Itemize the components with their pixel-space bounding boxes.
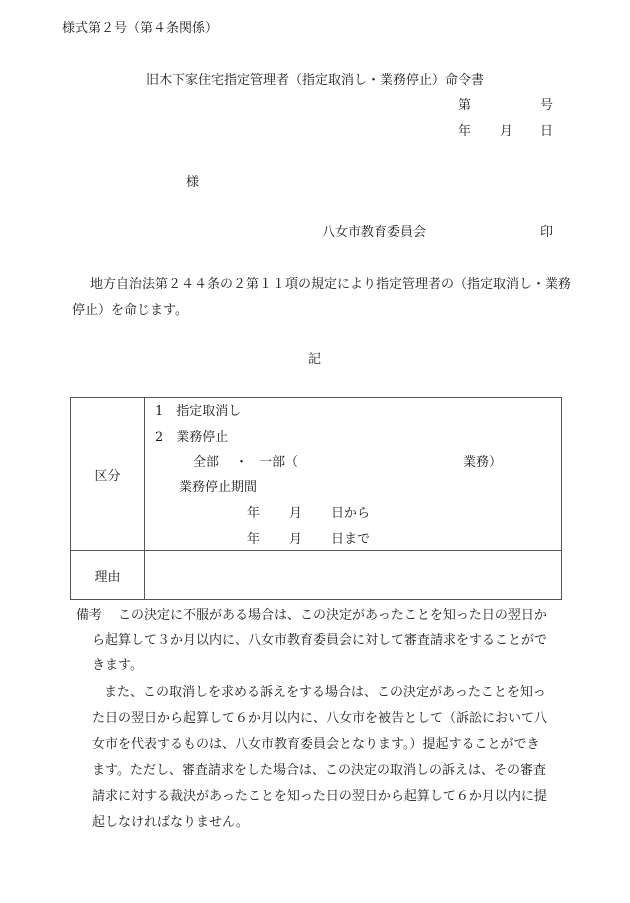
scope-all: 全部 [193, 455, 220, 470]
form-label: 様式第２号（第４条関係） [62, 21, 219, 36]
remarks-para2-line3: 女市を代表するものは、八女市教育委員会となります。）提起することができ [92, 737, 540, 752]
category-row [71, 398, 562, 551]
issuer-name: 八女市教育委員会 [322, 225, 427, 240]
to-day: 日まで [331, 532, 371, 547]
remarks-para1-line1: この決定に不服がある場合は、この決定があったことを知った日の翌日か [118, 608, 547, 623]
date-month: 月 [500, 124, 514, 139]
date-day: 日 [540, 124, 554, 139]
reason-value [145, 551, 562, 600]
number-prefix: 第 [458, 98, 472, 113]
seal-mark: 印 [540, 225, 554, 240]
remarks-para2-line2: た日の翌日から起算して６か月以内に、八女市を被告として（訴訟において八 [92, 711, 548, 726]
scope-separator: ・ [235, 455, 249, 470]
category-label: 区分 [71, 398, 145, 551]
number-suffix: 号 [540, 98, 554, 113]
to-year: 年 [247, 532, 261, 547]
ki-heading: 記 [308, 352, 322, 367]
document-title: 旧木下家住宅指定管理者（指定取消し・業務停止）命令書 [146, 73, 485, 88]
to-month: 月 [289, 532, 303, 547]
reason-label: 理由 [71, 551, 145, 600]
from-month: 月 [289, 506, 303, 521]
remarks-para2-line6: 起しなければなりません。 [92, 815, 249, 830]
from-day: 日から [331, 506, 371, 521]
scope-part: 一部（ [259, 455, 299, 470]
remarks-para2-line1: また、この取消しを求める訴えをする場合は、この決定があったことを知っ [104, 685, 546, 700]
remarks-para1-line3: きます。 [92, 658, 143, 673]
addressee-honorific: 様 [186, 175, 200, 190]
order-table [70, 397, 562, 600]
body-text: 地方自治法第２４４条の２第１１項の規定により指定管理者の（指定取消し・業務停止）を命じます。 [72, 277, 572, 318]
date-year: 年 [458, 124, 472, 139]
scope-end: 業務） [463, 455, 503, 470]
remarks-para2-line4: ます。ただし、審査請求をした場合は、この決定の取消しの訴えは、その審査 [92, 763, 546, 778]
category-content [145, 398, 562, 551]
from-year: 年 [247, 506, 261, 521]
remarks-para1-line2: ら起算して３か月以内に、八女市教育委員会に対して審査請求をすることがで [92, 633, 548, 648]
remarks-label: 備考 [76, 608, 103, 623]
remarks-para2-line5: 請求に対する裁決があったことを知った日の翌日から起算して６か月以内に提 [92, 789, 547, 804]
item-revocation: 1 指定取消し [155, 404, 242, 419]
item-suspension: 2 業務停止 [155, 430, 229, 445]
reason-row [71, 551, 562, 600]
suspension-period-label: 業務停止期間 [179, 480, 258, 495]
